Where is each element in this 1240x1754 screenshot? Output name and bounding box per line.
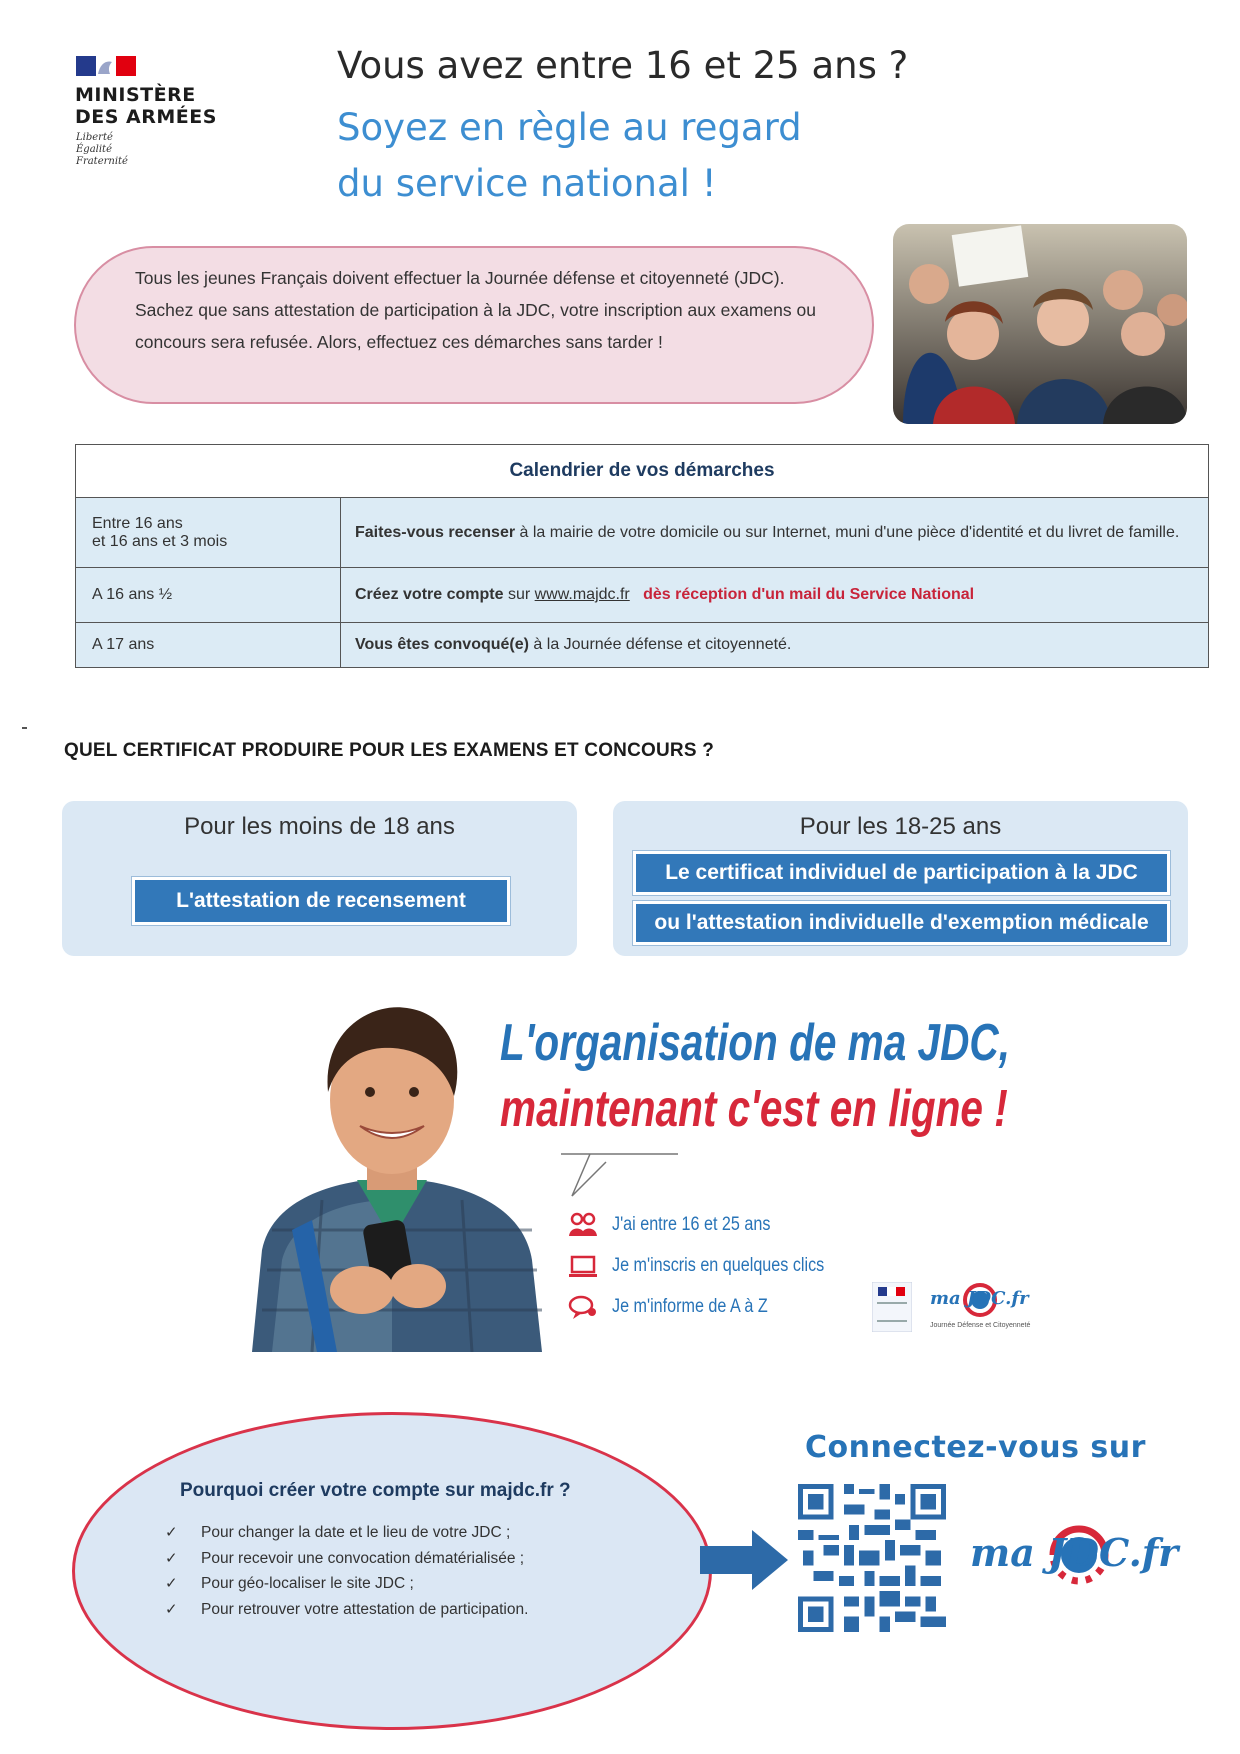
ministry-name bbox=[75, 84, 217, 128]
ministry-line-1: MINISTÈRE bbox=[75, 84, 196, 106]
subtitle-line-2: du service national ! bbox=[337, 162, 717, 205]
group-photo bbox=[893, 224, 1187, 424]
majdc-link[interactable]: www.majdc.fr bbox=[534, 586, 630, 603]
table-row bbox=[76, 623, 1209, 668]
laptop-icon bbox=[568, 1254, 598, 1280]
page-subtitle bbox=[337, 100, 897, 212]
table-row bbox=[76, 568, 1209, 623]
people-icon bbox=[568, 1212, 598, 1238]
under-18-label: Pour les moins de 18 ans bbox=[184, 813, 455, 840]
calendar-age-cell: A 17 ans bbox=[76, 623, 341, 668]
feature-age: J'ai entre 16 et 25 ans bbox=[612, 1214, 771, 1235]
feature-signup: Je m'inscris en quelques clics bbox=[612, 1255, 825, 1276]
ministry-line-2: DES ARMÉES bbox=[75, 106, 217, 128]
row2-action-bold: Créez votre compte bbox=[355, 586, 504, 603]
certificates-section-title: QUEL CERTIFICAT PRODUIRE POUR LES EXAMENS ET CONCOURS ? bbox=[64, 740, 715, 761]
row1-age-line-1: Entre 16 ans bbox=[92, 514, 183, 532]
list-item: ✓ Pour changer la date et le lieu de votre JDC ; bbox=[165, 1520, 528, 1546]
under-18-box bbox=[62, 801, 577, 956]
row2-action-text: sur bbox=[503, 586, 535, 603]
why-list bbox=[165, 1520, 528, 1622]
list-item: ✓ Pour retrouver votre attestation de participation. bbox=[165, 1597, 528, 1623]
republic-motto bbox=[76, 132, 128, 168]
chat-bubbles-icon bbox=[568, 1294, 598, 1320]
qr-code[interactable] bbox=[798, 1484, 946, 1632]
page-title: Vous avez entre 16 et 25 ans ? bbox=[337, 44, 909, 87]
calendar-action-cell bbox=[341, 498, 1209, 568]
calendar-action-cell bbox=[341, 568, 1209, 623]
row1-action-bold: Faites-vous recenser bbox=[355, 523, 516, 541]
row3-action-bold: Vous êtes convoqué(e) bbox=[355, 636, 529, 653]
promo-title-line-1: L'organisation de ma JDC, bbox=[500, 1014, 1010, 1072]
calendar-header-row bbox=[76, 445, 1209, 498]
intro-text: Tous les jeunes Français doivent effectuer la Journée défense et citoyenneté (JDC). Sachez que sans attestation de participation à la JDC, votre inscription aux examens ou concours sera refusée. Alors, effectuez ces démarches sans tarder ! bbox=[135, 268, 816, 352]
list-item: ✓ Pour géo-localiser le site JDC ; bbox=[165, 1571, 528, 1597]
list-item: ✓ Pour recevoir une convocation dématérialisée ; bbox=[165, 1546, 528, 1572]
margin-mark bbox=[22, 727, 27, 729]
row1-age-line-2: et 16 ans et 3 mois bbox=[92, 532, 228, 550]
marianne-flag-logo bbox=[76, 54, 138, 78]
majdc-small-logo-subtitle: Journée Défense et Citoyenneté bbox=[930, 1322, 1031, 1329]
majdc-logo-text: ma JDC.fr bbox=[970, 1530, 1179, 1575]
attestation-exemption-item: ou l'attestation individuelle d'exemption médicale bbox=[633, 901, 1170, 945]
motto-egalite: Égalité bbox=[76, 144, 112, 155]
speech-bubble-line bbox=[560, 1150, 680, 1200]
age-18-25-box bbox=[613, 801, 1188, 956]
age-18-25-label: Pour les 18-25 ans bbox=[799, 813, 1002, 840]
promo-title bbox=[500, 1010, 1010, 1142]
ministry-small-logo bbox=[872, 1282, 912, 1332]
row2-action-red: dès réception d'un mail du Service National bbox=[643, 586, 975, 603]
calendar-age-cell bbox=[76, 498, 341, 568]
row3-action-text: à la Journée défense et citoyenneté. bbox=[528, 636, 792, 653]
calendar-table bbox=[75, 444, 1209, 668]
motto-fraternite: Fraternité bbox=[76, 156, 128, 167]
motto-liberte: Liberté bbox=[76, 132, 113, 143]
calendar-title: Calendrier de vos démarches bbox=[76, 445, 1209, 498]
majdc-small-logo-text: ma JDC.fr bbox=[930, 1288, 1029, 1309]
row1-action-text: à la mairie de votre domicile ou sur Internet, muni d'une pièce d'identité et du livret de famille. bbox=[515, 523, 1180, 541]
calendar-age-cell: A 16 ans ½ bbox=[76, 568, 341, 623]
certificat-participation-item: Le certificat individuel de participation à la JDC bbox=[633, 851, 1170, 895]
attestation-recensement-item: L'attestation de recensement bbox=[132, 877, 510, 925]
connect-title: Connectez-vous sur bbox=[805, 1430, 1146, 1465]
subtitle-line-1: Soyez en règle au regard bbox=[337, 106, 802, 149]
promo-title-line-2: maintenant c'est en ligne ! bbox=[500, 1080, 1008, 1138]
table-row bbox=[76, 498, 1209, 568]
arrow-right-icon bbox=[700, 1528, 790, 1592]
feature-info: Je m'informe de A à Z bbox=[612, 1296, 768, 1317]
why-title: Pourquoi créer votre compte sur majdc.fr ? bbox=[180, 1480, 571, 1501]
calendar-action-cell bbox=[341, 623, 1209, 668]
